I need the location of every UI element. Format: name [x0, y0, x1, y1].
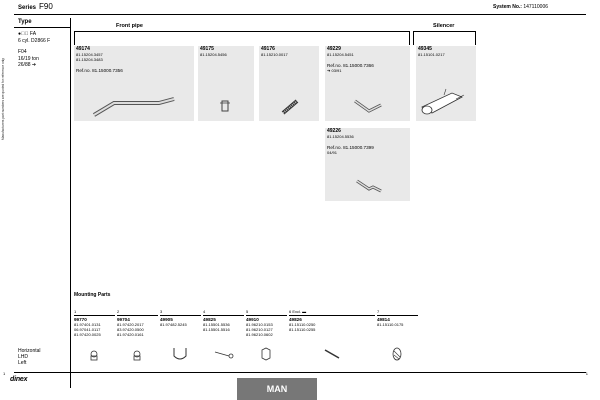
clamp-drawing [198, 93, 254, 119]
front-pipe-heading: Front pipe [116, 23, 143, 29]
arrow-right-icon: ➔ [31, 62, 37, 68]
bolt-icon [74, 344, 115, 364]
bent-pipe-drawing [325, 173, 410, 199]
flex-hose-drawing [259, 93, 319, 119]
part-card-49176[interactable]: 49176 81.15210.0017 [259, 46, 319, 121]
header-divider [14, 14, 586, 15]
system-number-value: 147110006 [523, 4, 548, 10]
mount-item-49905[interactable]: 3 49905 81.97482.5245 [160, 309, 201, 364]
mount-item-49910[interactable]: 5 49910 81.96210.0153 81.96210.0127 81.96210.0602 [246, 309, 287, 364]
front-pipe-bracket [74, 31, 409, 32]
type-title: Type [18, 19, 32, 25]
system-number: System No.: 147110006 [493, 4, 548, 10]
mount-item-49814[interactable]: 7 49814 81.15110.0175 [377, 309, 418, 364]
part-card-49174[interactable]: 49174 81.15204.3457 81.15204.3483 Ref.no. 81.15000.7356 [74, 46, 194, 121]
footer-divider [14, 372, 586, 373]
dinex-logo: dinex [10, 376, 28, 383]
silencer-bracket [413, 31, 475, 32]
page-number-left: 1 [3, 371, 6, 376]
mount-item-49825[interactable]: 4 49825 81.15501.5536 81.15501.5516 [203, 309, 244, 364]
front-pipe-drawing [74, 93, 194, 119]
u-clamp-icon [160, 344, 201, 364]
silencer-heading: Silencer [433, 23, 455, 29]
bent-pipe-drawing [325, 93, 410, 119]
mount-item-49826[interactable]: 6 Excl. ▬ 49826 81.15110.0250 81.15110.0255 [289, 309, 375, 364]
part-card-49229[interactable]: 49229 81.15204.5451 Ref.no. 81.15000.7366 ➔ 03/91 [325, 46, 410, 121]
part-card-49345[interactable]: 49345 81.15101.0217 [416, 46, 476, 121]
mount-item-99770[interactable]: 1 99770 81.97401.0131 06.97041.0117 81.97420.0025 [74, 309, 115, 364]
type-divider [14, 27, 70, 28]
mount-item-99704[interactable]: 2 99704 81.97420.2017 83.97420.0500 81.97420.0161 [117, 309, 158, 364]
bracket-icon [246, 344, 287, 364]
part-card-49175[interactable]: 49175 81.15204.5456 [198, 46, 254, 121]
vehicle-icon: ●◯⃝ [18, 31, 29, 37]
part-card-49226[interactable]: 49226 81.15204.5536 Ref.no. 81.15000.7399 04/91 [325, 128, 410, 201]
hanger-icon [203, 344, 244, 364]
mounting-orientation: Horizontal LHD Left [18, 348, 41, 366]
brand-tab: MAN [237, 378, 317, 400]
series-value: F90 [39, 2, 53, 11]
strap-icon [289, 344, 375, 364]
page-number-right: 1 [585, 371, 588, 376]
nut-icon [117, 344, 158, 364]
excl-marker-icon: ▬ [302, 309, 307, 314]
type-details: ●◯⃝ FA 6 cyl. D2866 F F04 16/19 ton 26/88 ➔ [18, 31, 51, 68]
series-label: Series F90 [18, 2, 53, 11]
gasket-icon [377, 344, 418, 364]
mounting-parts-title: Mounting Parts [74, 292, 111, 298]
silencer-drawing [416, 85, 476, 119]
arrow-right-icon: ➔ [327, 68, 331, 73]
column-divider [70, 18, 71, 388]
disclaimer-note: Manufacturers part numbers are quoted for reference only [1, 58, 5, 140]
